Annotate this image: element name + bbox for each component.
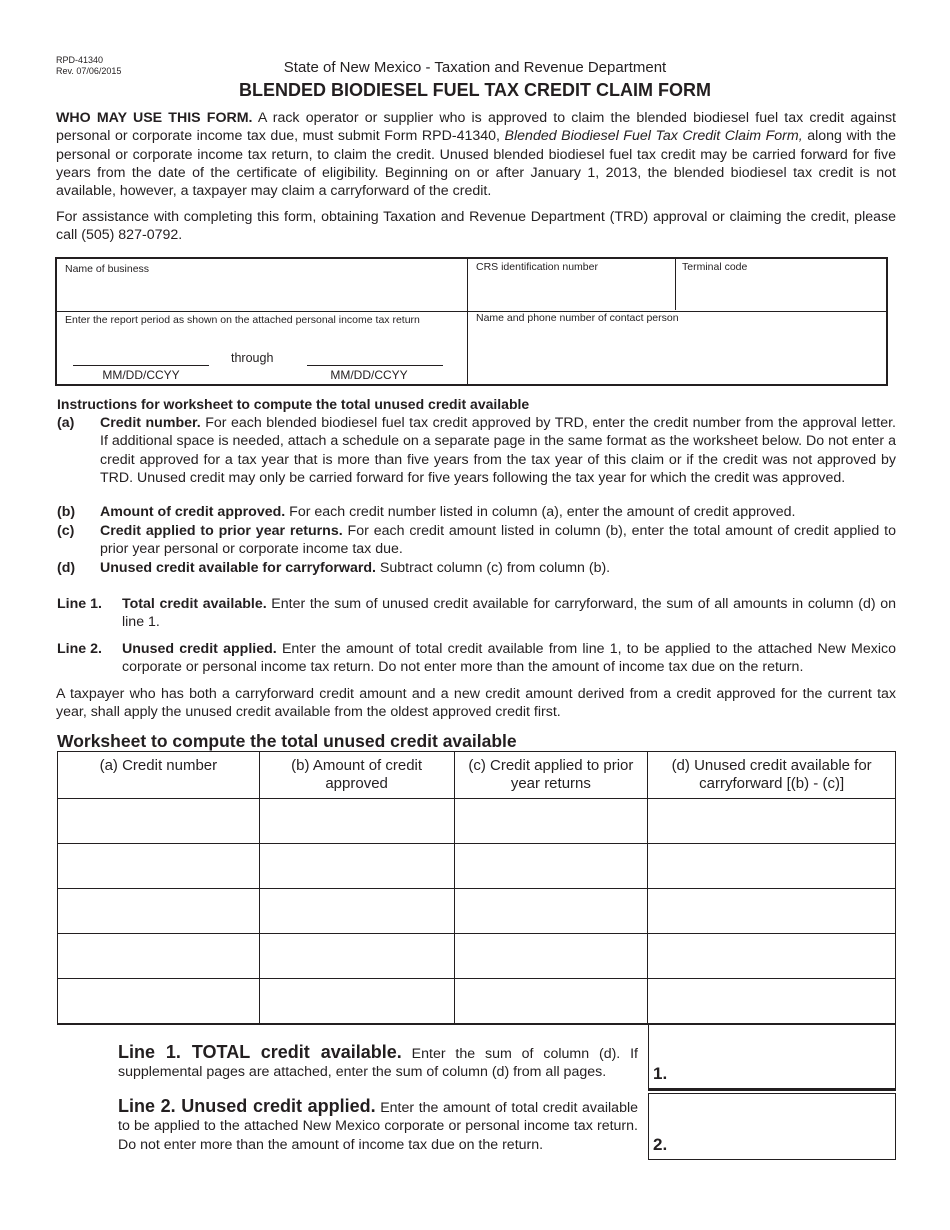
line2-applied-input[interactable] — [648, 1093, 896, 1160]
line-label: Total credit available. — [122, 596, 267, 612]
instruction-label: Unused credit available for carryforward. — [100, 560, 376, 576]
column-header-amount-approved: (b) Amount of credit approved — [259, 752, 454, 799]
instruction-key: (c) — [57, 523, 75, 539]
page-title: BLENDED BIODIESEL FUEL TAX CREDIT CLAIM FORM — [238, 80, 711, 100]
who-may-use-label: WHO MAY USE THIS FORM. — [56, 110, 253, 126]
line-text — [122, 595, 896, 632]
crs-number-field[interactable] — [468, 259, 675, 311]
table-row — [58, 934, 896, 979]
line-body: Enter the amount of total credit available from line 1, to be applied to the attached New Mexico corporate or personal income tax return. Do not enter more than the amount of income tax due on the return. — [122, 641, 896, 676]
line1-text: Enter the sum of column (d). If supplemental pages are attached, enter the sum of column (d) from all pages. — [118, 1046, 638, 1081]
worksheet-table — [57, 751, 896, 1025]
instruction-body: For each blended biodiesel fuel tax credit approved by TRD, enter the credit number from the approval letter. If additional space is needed, attach a schedule on a separate page in the same format as the worksheet below. Do not enter a credit approved for a tax year that is more than five years from the tax year of this claim or if the credit was not approved by TRD. Unused credit may only be carried forward for five years following the tax year for which the credit was approved. — [100, 415, 896, 486]
column-header-credit-applied: (c) Credit applied to prior year returns — [454, 752, 648, 799]
who-text-1: A rack operator or supplier who is approved to claim the blended biodiesel fuel tax credit against personal or corporate income tax due, must submit Form RPD-41340, — [56, 110, 896, 145]
instruction-item — [57, 503, 896, 521]
line1-description — [118, 1043, 638, 1082]
revision-date: Rev. 07/06/2015 — [56, 66, 122, 76]
line1-total-input[interactable] — [648, 1024, 896, 1091]
line1-title: Line 1. TOTAL credit available. — [118, 1042, 402, 1062]
line2-text: Enter the amount of total credit available to be applied to the attached New Mexico corporate or personal income tax return. Do not enter more than the amount of income tax due on the return. — [118, 1100, 638, 1153]
instruction-body: For each credit number listed in column (a), enter the amount of credit approved. — [285, 504, 796, 520]
instruction-body: Subtract column (c) from column (b). — [375, 560, 611, 576]
credit-applied-cell[interactable] — [454, 844, 648, 889]
credit-applied-cell[interactable] — [454, 889, 648, 934]
table-row — [58, 844, 896, 889]
line-label: Unused credit applied. — [122, 641, 277, 657]
unused-credit-cell[interactable] — [648, 844, 896, 889]
amount-approved-cell[interactable] — [259, 799, 454, 844]
unused-credit-cell[interactable] — [648, 979, 896, 1024]
agency-name: State of New Mexico - Taxation and Revenue Department — [283, 59, 667, 76]
credit-applied-cell[interactable] — [454, 934, 648, 979]
instruction-key: (a) — [57, 415, 75, 431]
table-row — [58, 979, 896, 1024]
unused-credit-cell[interactable] — [648, 889, 896, 934]
line-instruction — [57, 595, 896, 632]
instruction-body: For each credit amount listed in column (b), enter the total amount of credit applied to prior year personal or corporate income tax due. — [100, 523, 896, 558]
credit-number-cell[interactable] — [58, 979, 260, 1024]
instruction-label: Credit applied to prior year returns. — [100, 523, 343, 539]
line1-number: 1. — [653, 1064, 668, 1083]
period-start-input[interactable] — [73, 345, 209, 365]
line-instruction — [57, 640, 896, 677]
report-period-label: Enter the report period as shown on the attached personal income tax return — [65, 314, 420, 326]
instruction-item — [57, 559, 896, 577]
unused-credit-cell[interactable] — [648, 799, 896, 844]
instruction-item — [57, 522, 896, 559]
line-body: Enter the sum of unused credit available for carryforward, the sum of all amounts in column (d) on line 1. — [122, 596, 896, 631]
oldest-credit-note: A taxpayer who has both a carryforward credit amount and a new credit amount derived from a credit approved for the current tax year, shall apply the unused credit available from the oldest approved credit first. — [56, 686, 896, 721]
period-end-input[interactable] — [307, 345, 443, 365]
contact-person-field[interactable] — [468, 312, 886, 384]
instruction-text — [100, 414, 896, 487]
contact-person-label: Name and phone number of contact person — [476, 312, 679, 324]
instruction-label: Amount of credit approved. — [100, 504, 286, 520]
who-may-use-paragraph — [56, 109, 896, 200]
line-key: Line 1. — [57, 596, 102, 612]
credit-number-cell[interactable] — [58, 889, 260, 934]
period-end-underline — [307, 365, 443, 366]
date-format-end: MM/DD/CCYY — [330, 368, 408, 382]
line2-description — [118, 1097, 638, 1154]
table-row — [58, 889, 896, 934]
terminal-code-field[interactable] — [676, 259, 886, 311]
credit-applied-cell[interactable] — [454, 799, 648, 844]
line-key: Line 2. — [57, 641, 102, 657]
unused-credit-cell[interactable] — [648, 934, 896, 979]
business-name-field[interactable] — [57, 259, 467, 311]
instruction-label: Credit number. — [100, 415, 201, 431]
credit-applied-cell[interactable] — [454, 979, 648, 1024]
line2-number: 2. — [653, 1135, 668, 1154]
terminal-code-label: Terminal code — [682, 261, 748, 273]
assistance-paragraph: For assistance with completing this form, obtaining Taxation and Revenue Department (TRD) approval or claiming the credit, please call (505) 827-0792. — [56, 209, 896, 244]
instruction-key: (d) — [57, 560, 76, 576]
column-header-credit-number: (a) Credit number — [58, 752, 260, 799]
table-row — [58, 799, 896, 844]
instructions-heading: Instructions for worksheet to compute the total unused credit available — [57, 396, 530, 412]
taxpayer-info-box — [55, 257, 888, 386]
credit-number-cell[interactable] — [58, 844, 260, 889]
credit-number-cell[interactable] — [58, 799, 260, 844]
form-number: RPD-41340 — [56, 55, 104, 65]
amount-approved-cell[interactable] — [259, 934, 454, 979]
line-text — [122, 640, 896, 677]
worksheet-heading: Worksheet to compute the total unused credit available — [57, 731, 517, 751]
instruction-text — [100, 503, 896, 521]
credit-number-cell[interactable] — [58, 934, 260, 979]
date-format-start: MM/DD/CCYY — [102, 368, 180, 382]
instruction-text — [100, 522, 896, 559]
amount-approved-cell[interactable] — [259, 979, 454, 1024]
who-text-2: along with the personal or corporate income tax return, to claim the credit. Unused blended biodiesel fuel tax credit may be carried forward for five years from the date of the certificate of eligibility. Beginning on or after January 1, 2013, the blended biodiesel tax credit is not available, however, a taxpayer may claim a carryforward of the credit. — [56, 128, 896, 200]
period-start-underline — [73, 365, 209, 366]
through-label: through — [231, 351, 274, 365]
amount-approved-cell[interactable] — [259, 889, 454, 934]
instruction-item — [57, 414, 896, 506]
line2-title: Line 2. Unused credit applied. — [118, 1096, 376, 1116]
business-name-label: Name of business — [65, 263, 150, 275]
instruction-key: (b) — [57, 504, 76, 520]
instruction-text — [100, 559, 896, 577]
who-form-name: Blended Biodiesel Fuel Tax Credit Claim Form, — [504, 128, 803, 145]
worksheet-header-row — [58, 752, 896, 799]
amount-approved-cell[interactable] — [259, 844, 454, 889]
crs-number-label: CRS identification number — [476, 261, 598, 273]
column-header-unused-credit: (d) Unused credit available for carryforward [(b) - (c)] — [648, 752, 896, 799]
